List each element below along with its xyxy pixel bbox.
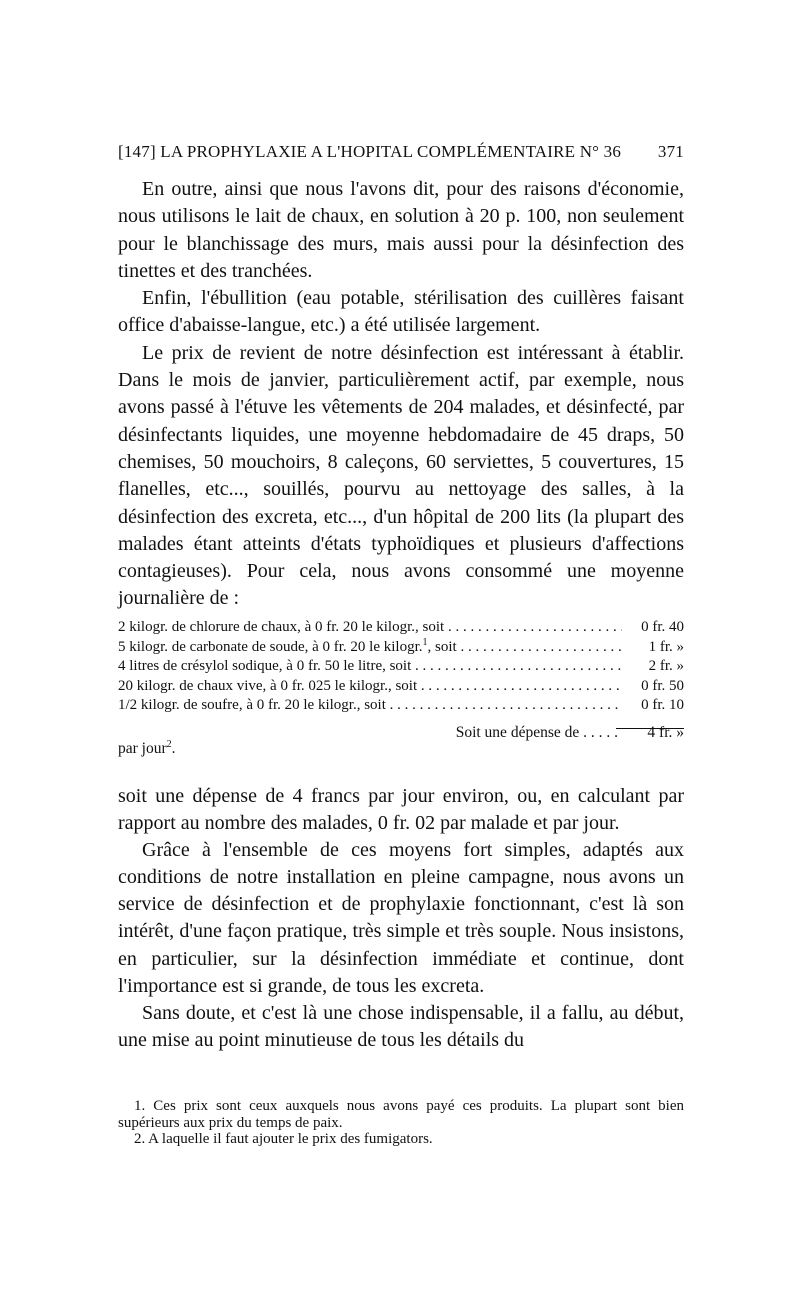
running-header xyxy=(118,142,684,162)
page-number: 371 xyxy=(657,142,684,161)
cost-table xyxy=(118,618,684,716)
total-label: Soit une dépense de . . . xyxy=(368,724,632,742)
header-title: LA PROPHYLAXIE A L'HOPITAL COMPLÉMENTAIRE N° 36 xyxy=(160,142,622,161)
paragraph: soit une dépense de 4 francs par jour environ, ou, en calculant par rapport au nombre des malades, 0 fr. 02 par malade et par jour. xyxy=(118,785,684,835)
footnote-ref: 1 xyxy=(422,637,428,648)
cost-row xyxy=(118,696,684,716)
footnote: 1. Ces prix sont ceux auxquels nous avons payé ces produits. La plupart sont bien supérieurs aux prix du temps de paix. xyxy=(118,1098,684,1131)
cost-description: 4 litres de crésylol sodique, à 0 fr. 50 le litre, soit . . . xyxy=(118,657,622,677)
total-row xyxy=(118,724,684,758)
cost-value: 0 fr. 50 xyxy=(641,677,684,694)
per-day-label: par jour$^2$. xyxy=(118,738,176,757)
cost-description: 2 kilogr. de chlorure de chaux, à 0 fr. 20 le kilogr., soit . . . xyxy=(118,618,622,638)
total-value: 4 fr. » xyxy=(647,724,684,741)
body-text-top xyxy=(118,176,684,613)
paragraph: Le prix de revient de notre désinfection est intéressant à établir. Dans le mois de janvier, particulièrement actif, par exemple, nous avons passé à l'étuve les vêtements de 204 malades, et désinfecté, par désinfectants liquides, une moyenne hebdomadaire de 45 draps, 50 chemises, 50 mouchoirs, 8 caleçons, 60 serviettes, 5 couvertures, 15 flanelles, etc..., souillés, pourvu au nettoyage des salles, à la désinfection des excreta, etc..., d'un hôpital de 200 lits (la plupart des malades étant atteints d'états typhoïdiques et plusieurs d'affections contagieuses). Pour cela, nous avons consommé une moyenne journalière de : xyxy=(118,341,684,610)
cost-value: 2 fr. » xyxy=(648,658,684,674)
header-title-group xyxy=(118,142,621,162)
footnotes xyxy=(118,1098,684,1148)
paragraph: Enfin, l'ébullition (eau potable, stérilisation des cuillères faisant office d'abaisse-langue, etc.) a été utilisée largement. xyxy=(118,287,684,337)
paragraph: En outre, ainsi que nous l'avons dit, pour des raisons d'économie, nous utilisons le lait de chaux, en solution à 20 p. 100, non seulement pour le blanchissage des murs, mais aussi pour la désinfection des tinettes et des tranchées. xyxy=(118,178,684,282)
footnote-ref: 2 xyxy=(166,738,172,750)
paragraph: Sans doute, et c'est là une chose indispensable, il a fallu, au début, une mise au point minutieuse de tous les détails du xyxy=(118,1001,684,1051)
cost-description: 1/2 kilogr. de soufre, à 0 fr. 20 le kilogr., soit . . . xyxy=(118,696,622,716)
footnote: 2. A laquelle il faut ajouter le prix des fumigators. xyxy=(134,1131,433,1147)
cost-value: 1 fr. » xyxy=(648,638,684,655)
cost-row xyxy=(118,638,684,658)
cost-description: 20 kilogr. de chaux vive, à 0 fr. 025 le kilogr., soit . . . xyxy=(118,677,622,697)
cost-description: 5 kilogr. de carbonate de soude, à 0 fr. 20 le kilogr.$^1$, soit . . . xyxy=(118,638,622,658)
paragraph: Grâce à l'ensemble de ces moyens fort simples, adaptés aux conditions de notre installation en pleine campagne, nous avons un service de désinfection et de prophylaxie fonctionnant, c'est là son intérêt, d'une façon pratique, très simple et très souple. Nous insistons, en particulier, sur la désinfection immédiate et continue, dont l'importance est si grande, de tous les excreta. xyxy=(118,839,684,997)
cost-row xyxy=(118,657,684,677)
cost-value: 0 fr. 10 xyxy=(641,697,684,713)
cost-value: 0 fr. 40 xyxy=(641,619,684,635)
cost-row xyxy=(118,618,684,638)
body-text-bottom xyxy=(118,783,684,1054)
header-ref: [147] xyxy=(118,142,156,161)
cost-row xyxy=(118,677,684,697)
